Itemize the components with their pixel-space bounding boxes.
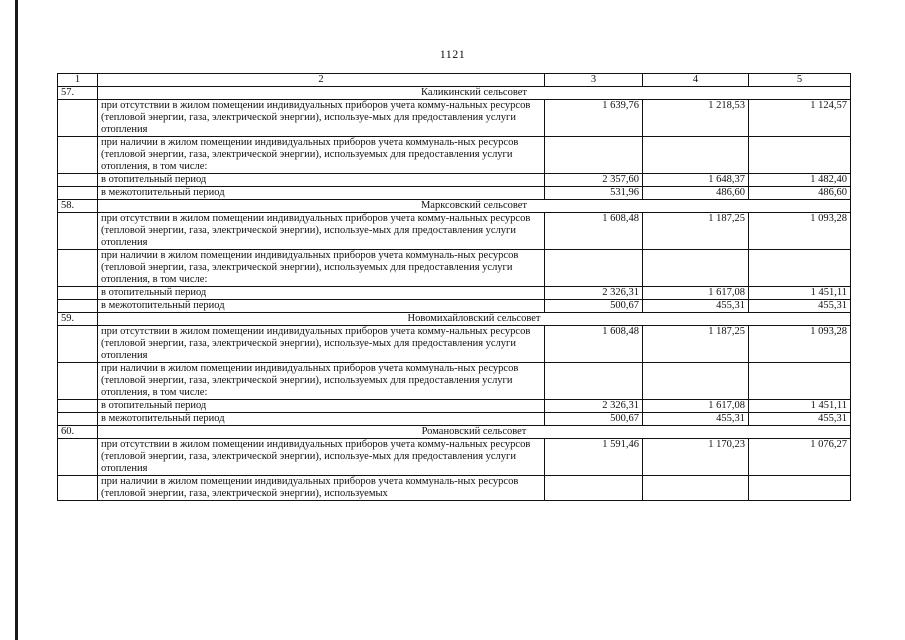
tariff-value-col3 (545, 250, 643, 287)
row-description: при отсутствии в жилом помещении индивидуальных приборов учета комму-нальных ресурсов (тепловой энергии, газа, электрической энергии), используе-мых для предоставления услуги отопления (98, 439, 545, 476)
row-description: при наличии в жилом помещении индивидуальных приборов учета коммуналь-ных ресурсов (тепловой энергии, газа, электрической энергии), используемых для предоставления услуги отопления, в том числе: (98, 137, 545, 174)
tariff-value-col5 (749, 363, 851, 400)
table-row (58, 287, 851, 300)
column-header: 4 (643, 74, 749, 87)
table-row (58, 413, 851, 426)
section-header-row (58, 200, 851, 213)
section-name: Марксовский сельсовет (98, 200, 851, 213)
table-row (58, 326, 851, 363)
section-number: 57. (58, 87, 98, 100)
empty-number-cell (58, 174, 98, 187)
column-header: 1 (58, 74, 98, 87)
tariff-value-col3 (545, 137, 643, 174)
tariff-value-col4: 455,31 (643, 300, 749, 313)
tariff-value-col3 (545, 476, 643, 501)
table-header-row (58, 74, 851, 87)
empty-number-cell (58, 363, 98, 400)
table-row (58, 137, 851, 174)
row-description: в межотопительный период (98, 413, 545, 426)
row-description: в отопительный период (98, 400, 545, 413)
table-row (58, 300, 851, 313)
table-row (58, 250, 851, 287)
tariff-value-col4 (643, 137, 749, 174)
row-description: при наличии в жилом помещении индивидуальных приборов учета коммуналь-ных ресурсов (тепловой энергии, газа, электрической энергии), используемых для предоставления услуги отопления, в том числе: (98, 250, 545, 287)
page-number: 1121 (439, 47, 466, 61)
table-row (58, 439, 851, 476)
section-number: 58. (58, 200, 98, 213)
tariff-value-col4: 1 187,25 (643, 213, 749, 250)
tariff-value-col5 (749, 250, 851, 287)
tariff-value-col3: 1 591,46 (545, 439, 643, 476)
tariff-value-col5 (749, 137, 851, 174)
empty-number-cell (58, 187, 98, 200)
empty-number-cell (58, 213, 98, 250)
column-header: 3 (545, 74, 643, 87)
section-header-row (58, 426, 851, 439)
table-row (58, 476, 851, 501)
section-name: Романовский сельсовет (98, 426, 851, 439)
empty-number-cell (58, 439, 98, 476)
tariff-value-col4: 486,60 (643, 187, 749, 200)
section-header-row (58, 313, 851, 326)
tariff-value-col5: 1 093,28 (749, 213, 851, 250)
row-description: в межотопительный период (98, 300, 545, 313)
empty-number-cell (58, 413, 98, 426)
tariff-value-col3: 1 608,48 (545, 326, 643, 363)
tariff-value-col3: 1 608,48 (545, 213, 643, 250)
tariff-value-col4: 1 218,53 (643, 100, 749, 137)
tariff-value-col5: 455,31 (749, 300, 851, 313)
empty-number-cell (58, 100, 98, 137)
tariff-value-col4: 1 617,08 (643, 287, 749, 300)
tariff-value-col4 (643, 476, 749, 501)
row-description: при отсутствии в жилом помещении индивидуальных приборов учета комму-нальных ресурсов (тепловой энергии, газа, электрической энергии), используе-мых для предоставления услуги отопления (98, 213, 545, 250)
row-description: в межотопительный период (98, 187, 545, 200)
tariff-value-col3: 2 357,60 (545, 174, 643, 187)
tariff-value-col5: 1 482,40 (749, 174, 851, 187)
tariff-value-col4 (643, 363, 749, 400)
empty-number-cell (58, 250, 98, 287)
tariff-value-col5: 1 451,11 (749, 287, 851, 300)
tariff-value-col5 (749, 476, 851, 501)
tariff-value-col3: 2 326,31 (545, 400, 643, 413)
tariff-value-col3: 500,67 (545, 300, 643, 313)
tariff-value-col4: 1 170,23 (643, 439, 749, 476)
tariff-value-col4 (643, 250, 749, 287)
tariff-value-col3: 1 639,76 (545, 100, 643, 137)
empty-number-cell (58, 300, 98, 313)
row-description: в отопительный период (98, 287, 545, 300)
section-name: Новомихайловский сельсовет (98, 313, 851, 326)
tariff-value-col4: 1 648,37 (643, 174, 749, 187)
table-row (58, 187, 851, 200)
table-row (58, 100, 851, 137)
empty-number-cell (58, 287, 98, 300)
empty-number-cell (58, 326, 98, 363)
empty-number-cell (58, 476, 98, 501)
row-description: при отсутствии в жилом помещении индивидуальных приборов учета комму-нальных ресурсов (тепловой энергии, газа, электрической энергии), используе-мых для предоставления услуги отопления (98, 100, 545, 137)
tariff-value-col3 (545, 363, 643, 400)
section-number: 60. (58, 426, 98, 439)
row-description: при отсутствии в жилом помещении индивидуальных приборов учета комму-нальных ресурсов (тепловой энергии, газа, электрической энергии), используе-мых для предоставления услуги отопления (98, 326, 545, 363)
tariff-value-col3: 531,96 (545, 187, 643, 200)
tariff-value-col5: 486,60 (749, 187, 851, 200)
tariff-value-col3: 2 326,31 (545, 287, 643, 300)
table-body (58, 74, 851, 501)
column-header: 5 (749, 74, 851, 87)
tariff-value-col5: 1 451,11 (749, 400, 851, 413)
row-description: при наличии в жилом помещении индивидуальных приборов учета коммуналь-ных ресурсов (тепловой энергии, газа, электрической энергии), используемых (98, 476, 545, 501)
table-row (58, 400, 851, 413)
section-number: 59. (58, 313, 98, 326)
tariff-value-col4: 1 617,08 (643, 400, 749, 413)
section-name: Каликинский сельсовет (98, 87, 851, 100)
tariff-value-col5: 1 093,28 (749, 326, 851, 363)
tariff-value-col5: 1 076,27 (749, 439, 851, 476)
tariff-value-col5: 1 124,57 (749, 100, 851, 137)
table-row (58, 174, 851, 187)
tariff-value-col4: 455,31 (643, 413, 749, 426)
tariff-value-col5: 455,31 (749, 413, 851, 426)
table-row (58, 213, 851, 250)
tariff-value-col4: 1 187,25 (643, 326, 749, 363)
empty-number-cell (58, 137, 98, 174)
tariff-table (57, 73, 851, 501)
row-description: при наличии в жилом помещении индивидуальных приборов учета коммуналь-ных ресурсов (тепловой энергии, газа, электрической энергии), используемых для предоставления услуги отопления, в том числе: (98, 363, 545, 400)
table-row (58, 363, 851, 400)
row-description: в отопительный период (98, 174, 545, 187)
empty-number-cell (58, 400, 98, 413)
section-header-row (58, 87, 851, 100)
tariff-value-col3: 500,67 (545, 413, 643, 426)
column-header: 2 (98, 74, 545, 87)
binding-edge (15, 0, 18, 640)
